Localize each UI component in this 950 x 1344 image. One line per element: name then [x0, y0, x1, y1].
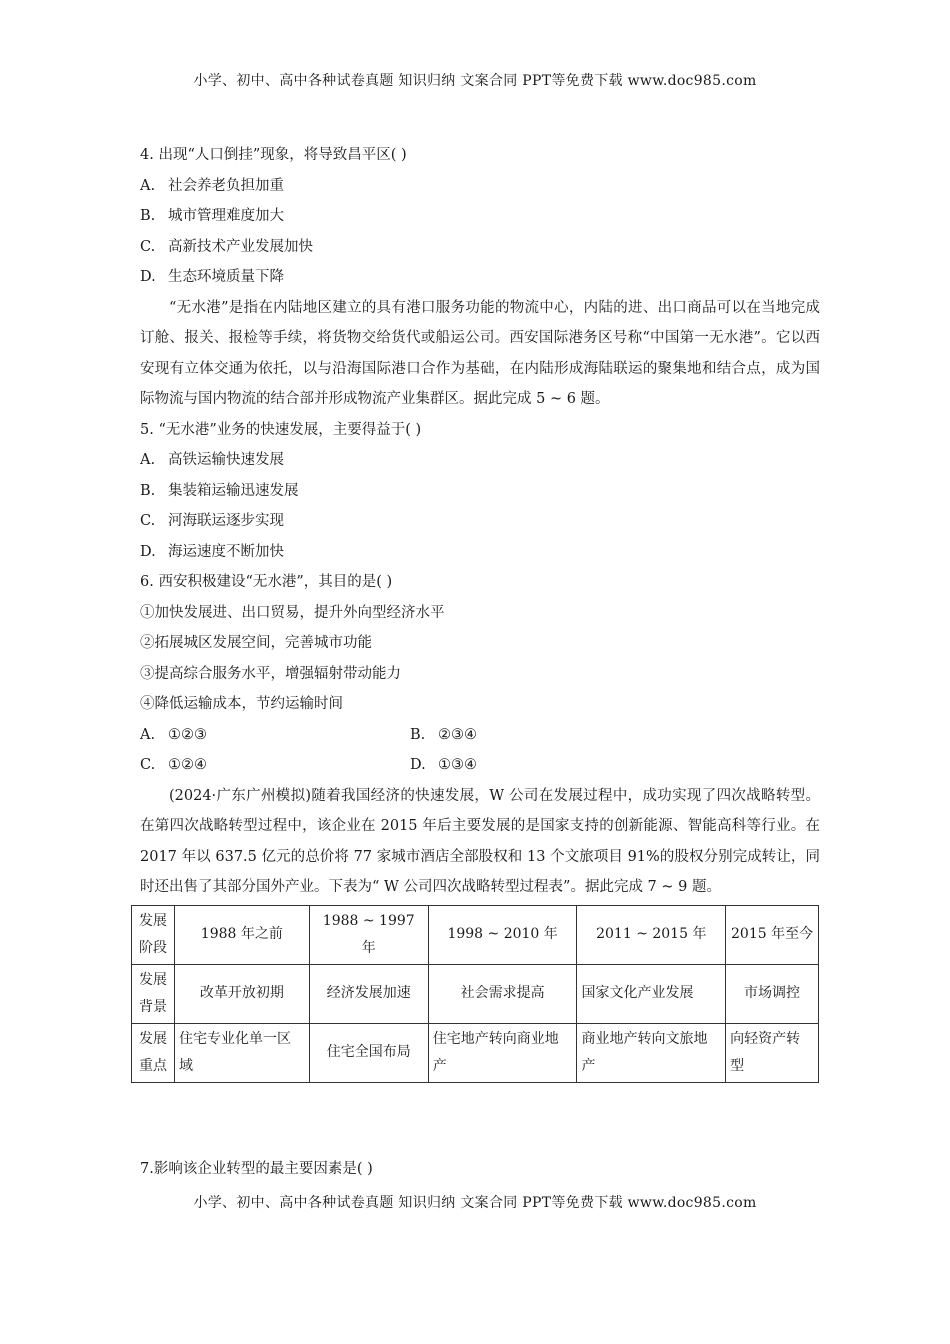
q4-option-a [140, 171, 820, 202]
table-cell: 经济发展加速 [309, 964, 428, 1023]
q6-option-a [140, 720, 410, 751]
option-label: D. [140, 543, 156, 560]
q6-stem: 6. 西安积极建设“无水港”，其目的是( ) [140, 574, 393, 590]
option-text: 集装箱运输迅速发展 [168, 482, 299, 499]
option-label: C. [140, 757, 156, 773]
option-text: ①②③ [168, 726, 207, 743]
option-label: D. [410, 757, 426, 773]
q6-options-row-1 [140, 720, 820, 751]
q5-option-c [140, 506, 820, 537]
q5-option-b [140, 476, 820, 507]
option-label: A. [140, 177, 156, 194]
option-label: A. [140, 726, 156, 743]
option-text: 生态环境质量下降 [168, 269, 284, 285]
option-text: ①②④ [168, 757, 207, 773]
table-cell: 住宅专业化单一区域 [175, 1023, 310, 1082]
option-label: C. [140, 238, 156, 255]
table-header-cell: 2011 ~ 2015 年 [577, 905, 726, 964]
q4-option-c [140, 232, 820, 263]
q5-option-d [140, 537, 820, 568]
table-header-cell: 1988 年之前 [175, 905, 310, 964]
option-text: ②③④ [438, 726, 477, 743]
passage-dry-port: “无水港”是指在内陆地区建立的具有港口服务功能的物流中心，内陆的进、出口商品可以在当地完成订舱、报关、报检等手续，将货物交给货代或船运公司。西安国际港务区号称“中国第一无水港”。它以西安现有立体交通为依托，以与沿海国际港口合作为基础，在内陆形成海陆联运的聚集地和结合点，成为国际物流与国内物流的结合部并形成物流产业集群区。据此完成 5 ~ 6 题。 [140, 299, 820, 407]
table-cell: 住宅地产转向商业地产 [428, 1023, 577, 1082]
passage-w-company: (2024·广东广州模拟)随着我国经济的快速发展，W 公司在发展过程中，成功实现了四次战略转型。在第四次战略转型过程中，该企业在 2015 年后主要发展的是国家支持的创新能源、智能高科等行业。在 2017 年以 637.5 亿元的总价将 77 家城市酒店全部股权和 13 个文旅项目 91%的股权分别完成转让，同时还出售了其部分国外产业。下表为“ W 公司四次战略转型过程表”。据此完成 7 ~ 9 题。 [140, 787, 820, 895]
table-cell: 改革开放初期 [175, 964, 310, 1023]
option-text: 高新技术产业发展加快 [168, 238, 313, 255]
option-text: 社会养老负担加重 [168, 177, 284, 194]
option-label: C. [140, 513, 156, 529]
q4-stem: 4. 出现“人口倒挂”现象，将导致昌平区( ) [140, 147, 407, 163]
option-label: B. [410, 726, 426, 743]
q5-stem: 5. “无水港”业务的快速发展，主要得益于( ) [140, 421, 422, 438]
option-label: D. [140, 269, 156, 285]
q4-option-b [140, 201, 820, 232]
q6-item-4: ④降低运输成本，节约运输时间 [140, 696, 343, 712]
q6-item-2: ②拓展城区发展空间，完善城市功能 [140, 635, 372, 651]
option-label: A. [140, 452, 156, 468]
table-cell: 向轻资产转型 [726, 1023, 819, 1082]
document-body [140, 140, 820, 1083]
option-text: 高铁运输快速发展 [168, 452, 284, 468]
table-row [132, 1023, 819, 1082]
q6-option-b [410, 720, 680, 751]
table-header-cell: 1988 ~ 1997 年 [309, 905, 428, 964]
option-label: B. [140, 482, 156, 499]
option-text: 河海联运逐步实现 [168, 513, 284, 529]
q6-options-row-2 [140, 750, 820, 781]
transformation-table [131, 905, 819, 1083]
table-cell: 商业地产转向文旅地产 [577, 1023, 726, 1082]
q6-item-3: ③提高综合服务水平，增强辐射带动能力 [140, 665, 401, 682]
table-row [132, 905, 819, 964]
page-header: 小学、初中、高中各种试卷真题 知识归纳 文案合同 PPT等免费下载 www.doc985.com [193, 73, 757, 89]
table-cell: 社会需求提高 [428, 964, 577, 1023]
q6-option-d [410, 750, 680, 781]
q4-option-d [140, 262, 820, 293]
table-cell: 国家文化产业发展 [577, 964, 726, 1023]
option-text: 城市管理难度加大 [168, 208, 284, 224]
table-row [132, 964, 819, 1023]
table-cell: 住宅全国布局 [309, 1023, 428, 1082]
table-header-cell: 1998 ~ 2010 年 [428, 905, 577, 964]
table-header-cell: 2015 年至今 [726, 905, 819, 964]
q6-item-1: ①加快发展进、出口贸易，提升外向型经济水平 [140, 604, 445, 621]
option-text: 海运速度不断加快 [168, 543, 284, 560]
table-row-header: 发展背景 [132, 964, 175, 1023]
table-row-header: 发展阶段 [132, 905, 175, 964]
q5-option-a [140, 445, 820, 476]
q7-stem: 7.影响该企业转型的最主要因素是( ) [140, 1161, 373, 1177]
option-text: ①③④ [438, 757, 477, 773]
table-row-header: 发展重点 [132, 1023, 175, 1082]
page-footer: 小学、初中、高中各种试卷真题 知识归纳 文案合同 PPT等免费下载 www.doc985.com [193, 1195, 757, 1211]
option-label: B. [140, 208, 156, 224]
q6-option-c [140, 750, 410, 781]
table-cell: 市场调控 [726, 964, 819, 1023]
